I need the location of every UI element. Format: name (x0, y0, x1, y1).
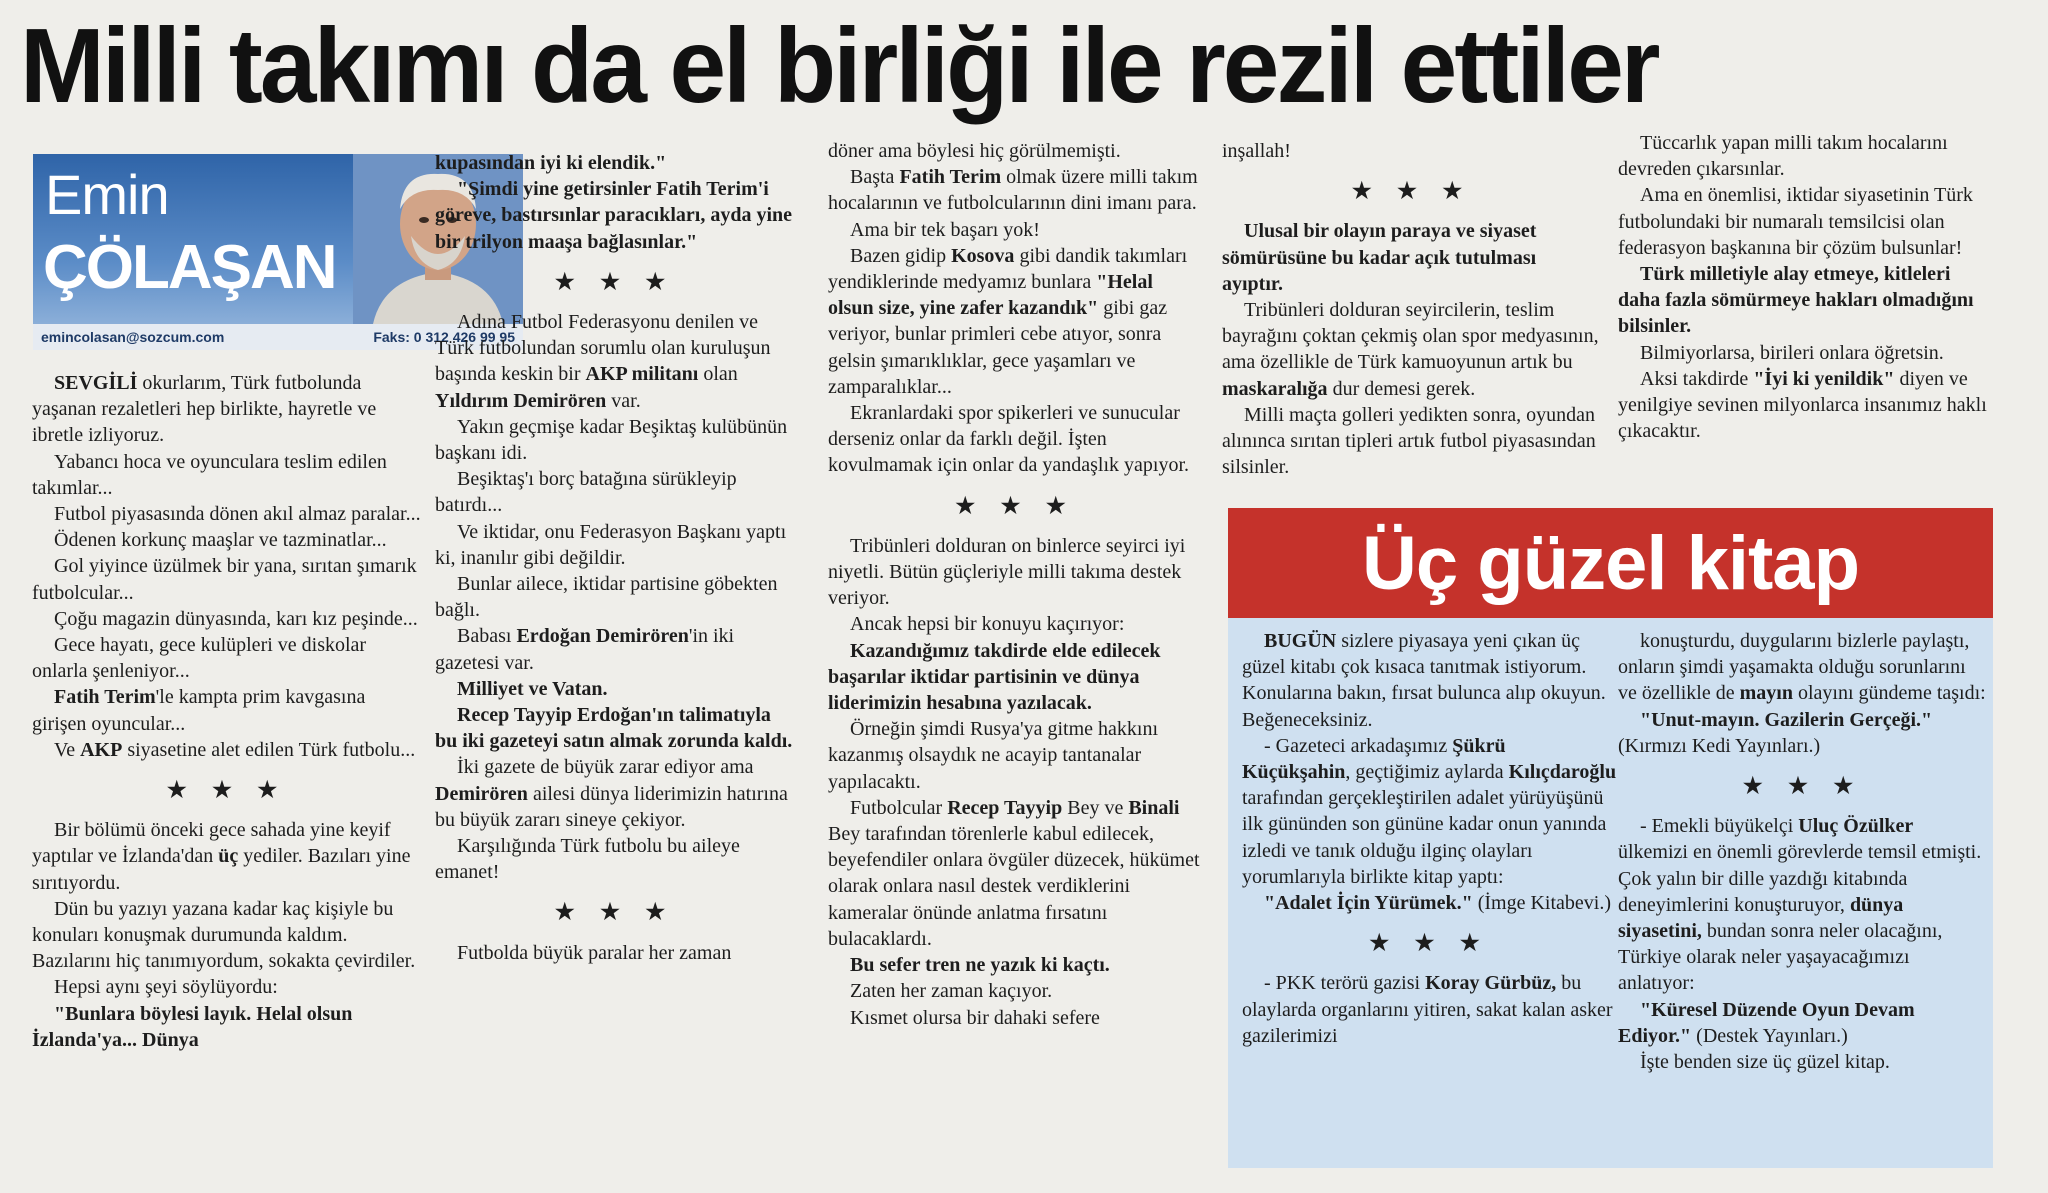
text-run: Karşılığında Türk futbolu bu aileye emanet! (435, 835, 740, 884)
text-run: yediler. Bazıları yine sırıtıyordu. (32, 845, 411, 894)
text-run: Recep Tayyip Erdoğan'ın talimatıyla bu iki gazeteyi satın almak zorunda kaldı. (435, 704, 793, 753)
column-2 (435, 150, 795, 966)
bold-run: AKP militanı (585, 363, 699, 386)
paragraph (32, 737, 422, 763)
paragraph (828, 795, 1203, 952)
text-run: Tribünleri dolduran on binlerce seyirci iyi niyetli. Bütün güçleriyle milli takıma destek veriyor. (828, 534, 1186, 610)
text-run: dur demesi gerek. (1327, 377, 1476, 400)
text-run: Ama bir tek başarı yok! (850, 218, 1040, 241)
text-run: Milliyet ve Vatan. (457, 677, 608, 700)
paragraph (828, 533, 1203, 612)
bold-run: Kosova (951, 244, 1015, 267)
text-run: - PKK terörü gazisi (1264, 972, 1426, 995)
paragraph (435, 309, 795, 414)
paragraph (1222, 402, 1602, 481)
column-3 (828, 138, 1203, 1031)
text-run: Dün bu yazıyı yazana kadar kaç kişiyle bu konuları konuşmak durumunda kaldım. Bazılarını hiç tanımıyordum, sokakta çevirdiler. (32, 897, 416, 973)
text-run: Futbolcular (850, 796, 948, 819)
bold-run: AKP (80, 738, 123, 761)
paragraph (435, 571, 795, 623)
text-run: ülkemizi en önemli görevlerde temsil etmişti. Çok yalın bir dille yazdığı kitabında deneyimlerini konuşturuyor, (1618, 841, 1982, 916)
paragraph (435, 754, 795, 833)
text-run: Çoğu magazin dünyasında, karı kız peşinde... (54, 607, 418, 630)
text-run: ailesi dünya liderimizin hatırına bu büyük zararı sineye çekiyor. (435, 782, 788, 831)
author-email: emincolasan@sozcum.com (41, 329, 225, 345)
col4a-para-group (1222, 138, 1602, 164)
paragraph (1222, 297, 1602, 402)
text-run: Gol yiyince üzülmek bir yana, sırıtan şımarık futbolcular... (32, 555, 417, 604)
paragraph (828, 638, 1203, 717)
paragraph (435, 833, 795, 885)
text-run: Kısmet olursa bir dahaki sefere (850, 1006, 1100, 1029)
paragraph (1242, 733, 1617, 890)
text-run: - Emekli büyükelçi (1640, 815, 1799, 838)
bold-run: Şükrü Küçükşahin (1242, 734, 1506, 784)
paragraph (32, 553, 422, 605)
bold-run: üç (218, 845, 239, 868)
col7b-para-group (1618, 813, 1988, 1075)
col7-para-group (1618, 628, 1988, 759)
paragraph (435, 623, 795, 675)
text-run: Ancak hepsi bir konuyu kaçırıyor: (850, 613, 1125, 636)
text-run: Kazandığımız takdirde elde edilecek başarılar iktidar partisinin ve dünya liderimizin hesabına yazılacak. (828, 639, 1161, 715)
text-run: Bir bölümü önceki gece sahada yine keyif yaptılar ve İzlanda'dan (32, 819, 391, 868)
col3b-para-group (828, 533, 1203, 1031)
paragraph (435, 676, 795, 702)
paragraph (828, 138, 1203, 164)
paragraph (435, 702, 795, 754)
text-run: Yabancı hoca ve oyunculara teslim edilen takımlar... (32, 450, 387, 499)
section-separator: ★ ★ ★ (1742, 773, 1864, 799)
col4b-para-group (1222, 218, 1602, 480)
section-separator: ★ ★ ★ (166, 777, 288, 803)
col6-para-group (1242, 628, 1617, 916)
text-run: Bilmiyorlarsa, birileri onlara öğretsin. (1640, 341, 1944, 364)
paragraph (1242, 970, 1617, 1049)
text-run: Yakın geçmişe kadar Beşiktaş kulübünün başkanı idi. (435, 415, 788, 465)
text-run: bundan sonra neler olacağını, Türkiye olarak neler yaşayacağımızı anlatıyor: (1618, 920, 1943, 995)
text-run: Ve (54, 738, 81, 761)
text-run: Ekranlardaki spor spikerleri ve sunucular derseniz onlar da farklı değil. İşten kovulmamak için onlar da yandaşlık yapıyor. (828, 402, 1190, 477)
text-run: Adına Futbol Federasyonu denilen ve Türk futbolundan sorumlu olan kuruluşun başında keskin bir (435, 311, 771, 386)
text-run: 'in iki gazetesi var. (435, 625, 735, 674)
headline: Milli takımı da el birliği ile rezil ettiler (20, 7, 1658, 125)
col6b-para-group (1242, 970, 1617, 1049)
bold-run: SEVGİLİ (54, 372, 138, 394)
books-column-left (1242, 628, 1617, 1049)
col5-para-group (1618, 130, 1993, 444)
bold-run: dünya siyasetini, (1618, 893, 1904, 943)
text-run: Milli maçta golleri yedikten sonra, oyundan alınınca sırıtan tipleri artık futbol piyasasından silsinler. (1222, 403, 1596, 479)
text-run: Ama en önemlisi, iktidar siyasetinin Türk futbolundaki bir numaralı temsilcisi olan federasyon başkanına bir çözüm bulsunlar! (1618, 184, 1973, 259)
paragraph (435, 176, 795, 255)
paragraph (32, 1001, 422, 1053)
text-run: okurlarım, Türk futbolunda yaşanan rezaletleri hep birlikte, hayretle ve ibretle izliyoruz. (32, 372, 377, 447)
text-run: Bey tarafından törenlerle kabul edilecek, beyefendiler onlara övgüler düzecek, hükümet olarak onlara nasıl destek verdiklerini kameralar önünde anlatma fırsatını bulacaklardı. (828, 823, 1200, 950)
text-run: Başta (850, 166, 900, 189)
text-run: İşte benden size üç güzel kitap. (1640, 1051, 1890, 1074)
paragraph (32, 817, 422, 896)
text-run: Tribünleri dolduran seyircilerin, teslim bayrağını çoktan çekmiş olan spor medyasının, ama özellikle de Türk kamuoyunun artık bu (1222, 299, 1599, 374)
text-run: olmak üzere milli takım hocalarının ve futbolcularının dini imanı para. (828, 166, 1198, 215)
text-run: gibi gaz veriyor, bunlar primleri cebe atıyor, sonra gelsin şımarıklıklar, gece yaşamları ve zamparalıklar... (828, 297, 1168, 398)
paragraph (32, 606, 422, 632)
col2c-para-group (435, 940, 795, 966)
text-run: Futbolda büyük paralar her zaman (457, 941, 732, 964)
books-box-title: Üç güzel kitap (1228, 508, 1993, 618)
text-run: Bey ve (1062, 796, 1129, 819)
text-run: (Kırmızı Kedi Yayınları.) (1618, 734, 1821, 757)
text-run: Hepsi aynı şeyi söylüyordu: (54, 976, 278, 999)
bold-run: Koray Gürbüz, (1425, 972, 1557, 995)
text-run: bu olaylarda organlarını yitiren, sakat kalan asker gazilerimizi (1242, 972, 1613, 1047)
text-run: gibi dandik takımları yendiklerinde medyamız bunlara (828, 244, 1188, 294)
text-run: Zaten her zaman kaçıyor. (850, 980, 1053, 1003)
paragraph (1618, 707, 1988, 759)
paragraph (828, 164, 1203, 216)
paragraph (1618, 261, 1993, 340)
author-fax: Faks: 0 312 426 99 95 (373, 329, 515, 345)
bold-run: Fatih Terim (899, 166, 1002, 189)
text-run: sizlere piyasaya yeni çıkan üç güzel kitabı çok kısaca tanıtmak istiyorum. Konularına bakın, fırsat bulunca alıp okuyun. Beğeneceksiniz. (1242, 630, 1606, 731)
paragraph (828, 716, 1203, 795)
paragraph (435, 466, 795, 518)
text-run: Türk milletiyle alay etmeye, kitleleri daha fazla sömürmeye hakları olmadığını bilsinler. (1618, 263, 1974, 338)
text-run: (Destek Yayınları.) (1691, 1024, 1848, 1047)
bold-run: Yıldırım Demirören (435, 389, 607, 412)
text-run: Ulusal bir olayın paraya ve siyaset sömürüsüne bu kadar açık tutulması ayıptır. (1222, 220, 1537, 295)
text-run: 'le kampta prim kavgasına girişen oyuncular... (32, 686, 366, 735)
text-run: - Gazeteci arkadaşımız (1264, 734, 1453, 757)
paragraph (1222, 138, 1602, 164)
paragraph (1242, 628, 1617, 733)
text-run: Gece hayatı, gece kulüpleri ve diskolar onlarla şenleniyor... (32, 634, 367, 683)
bold-run: "Adalet İçin Yürümek." (1264, 892, 1473, 915)
bold-run: Recep Tayyip (947, 796, 1063, 819)
text-run: inşallah! (1222, 140, 1291, 162)
col2b-para-group (435, 309, 795, 885)
section-separator: ★ ★ ★ (554, 268, 676, 294)
paragraph (1618, 366, 1993, 445)
column-5 (1618, 130, 1993, 444)
text-run: var. (606, 389, 641, 412)
paragraph (828, 243, 1203, 400)
bold-run: "Helal olsun size, yine zafer kazandık" (828, 271, 1153, 320)
paragraph (828, 400, 1203, 479)
bold-run: Fatih Terim (54, 686, 156, 709)
text-run: (İmge Kitabevi.) (1472, 892, 1611, 915)
bold-run: BUGÜN (1264, 630, 1337, 652)
text-run: Bazen gidip (850, 244, 952, 267)
text-run: "Bunlara böylesi layık. Helal olsun İzlanda'ya... Dünya (32, 1002, 353, 1051)
paragraph (1618, 813, 1988, 996)
text-run: Futbol piyasasında dönen akıl almaz paralar... (54, 503, 421, 526)
section-separator: ★ ★ ★ (955, 492, 1076, 518)
paragraph (828, 217, 1203, 243)
paragraph (1618, 340, 1993, 366)
text-run: İki gazete de büyük zarar ediyor ama (457, 756, 754, 779)
paragraph (32, 974, 422, 1000)
paragraph (435, 150, 795, 176)
text-run: Bunlar ailece, iktidar partisine göbekten bağlı. (435, 573, 778, 622)
text-run: , geçtiğimiz aylarda (1345, 761, 1509, 784)
paragraph (1242, 890, 1617, 916)
column-1 (32, 370, 422, 1053)
col3a-para-group (828, 138, 1203, 479)
bold-run: Uluç Özülker (1798, 815, 1914, 838)
books-column-right (1618, 628, 1988, 1075)
paragraph (32, 684, 422, 736)
paragraph (828, 978, 1203, 1004)
paragraph (828, 611, 1203, 637)
paragraph (1618, 628, 1988, 707)
paragraph (1618, 1049, 1988, 1075)
section-separator: ★ ★ ★ (1351, 178, 1473, 204)
bold-run: Demirören (435, 782, 528, 805)
bold-run: Erdoğan Demirören (516, 625, 689, 648)
paragraph (1222, 218, 1602, 297)
text-run: Tüccarlık yapan milli takım hocalarını devreden çıkarsınlar. (1618, 132, 1948, 181)
bold-run: Kılıçdaroğlu (1508, 761, 1617, 784)
text-run: Babası (457, 625, 517, 648)
paragraph (1618, 182, 1993, 261)
text-run: Beşiktaş'ı borç batağına sürükleyip batırdı... (435, 468, 737, 517)
section-separator: ★ ★ ★ (554, 899, 676, 925)
paragraph (32, 501, 422, 527)
paragraph (828, 952, 1203, 978)
text-run: olan (698, 363, 738, 386)
text-run: Ve iktidar, onu Federasyon Başkanı yaptı ki, inanılır gibi değildir. (435, 520, 787, 569)
paragraph (32, 370, 422, 449)
text-run: siyasetine alet edilen Türk futbolu... (122, 738, 416, 761)
section-separator: ★ ★ ★ (1369, 930, 1490, 956)
text-run: döner ama böylesi hiç görülmemişti. (828, 140, 1121, 162)
text-run: konuşturdu, duygularını bizlerle paylaştı, onların şimdi yaşamakta olduğu sorunlarını ve özellikle de (1618, 630, 1970, 705)
text-run: "Şimdi yine getirsinler Fatih Terim'i göreve, bastırsınlar paracıkları, ayda yine bir trilyon maaşa bağlasınlar." (435, 178, 793, 253)
author-last-name: ÇÖLAŞAN (43, 233, 336, 302)
bold-run: "İyi ki yenildik" (1753, 367, 1895, 390)
paragraph (1618, 130, 1993, 182)
col2a-para-group (435, 150, 795, 255)
bold-run: Binali (1128, 796, 1180, 819)
paragraph (435, 519, 795, 571)
text-run: olayını gündeme taşıdı: (1792, 682, 1986, 705)
bold-run: mayın (1739, 682, 1793, 705)
text-run: Ödenen korkunç maaşlar ve tazminatlar... (54, 529, 387, 552)
bold-run: "Unut-mayın. Gazilerin Gerçeği." (1640, 708, 1933, 731)
text-run: tarafından gerçekleştirilen adalet yürüyüşünü ilk gününden son gününe kadar onun yanında izledi ve tanık olduğu ilginç olayları yorumlarıyla birlikte kitap yaptı: (1242, 787, 1607, 888)
text-run: Örneğin şimdi Rusya'ya gitme hakkını kazanmış olsaydık ne acayip tantanalar yapılacaktı. (828, 718, 1159, 793)
col1-para-group (32, 370, 422, 763)
author-first-name: Emin (45, 163, 169, 226)
bold-run: maskaralığa (1222, 377, 1328, 400)
col1b-para-group (32, 817, 422, 1053)
text-run: Aksi takdirde (1640, 367, 1754, 390)
paragraph (32, 632, 422, 684)
column-4 (1222, 138, 1602, 480)
bold-run: "Küresel Düzende Oyun Devam Ediyor." (1618, 998, 1915, 1047)
paragraph (32, 449, 422, 501)
paragraph (435, 414, 795, 466)
text-run: kupasından iyi ki elendik." (435, 152, 667, 174)
text-run: diyen ve yenilgiye sevinen milyonlarca insanımız haklı çıkacaktır. (1618, 367, 1987, 443)
text-run: Bu sefer tren ne yazık ki kaçtı. (850, 954, 1110, 977)
paragraph (32, 896, 422, 975)
paragraph (828, 1005, 1203, 1031)
paragraph (435, 940, 795, 966)
paragraph (32, 527, 422, 553)
paragraph (1618, 997, 1988, 1049)
